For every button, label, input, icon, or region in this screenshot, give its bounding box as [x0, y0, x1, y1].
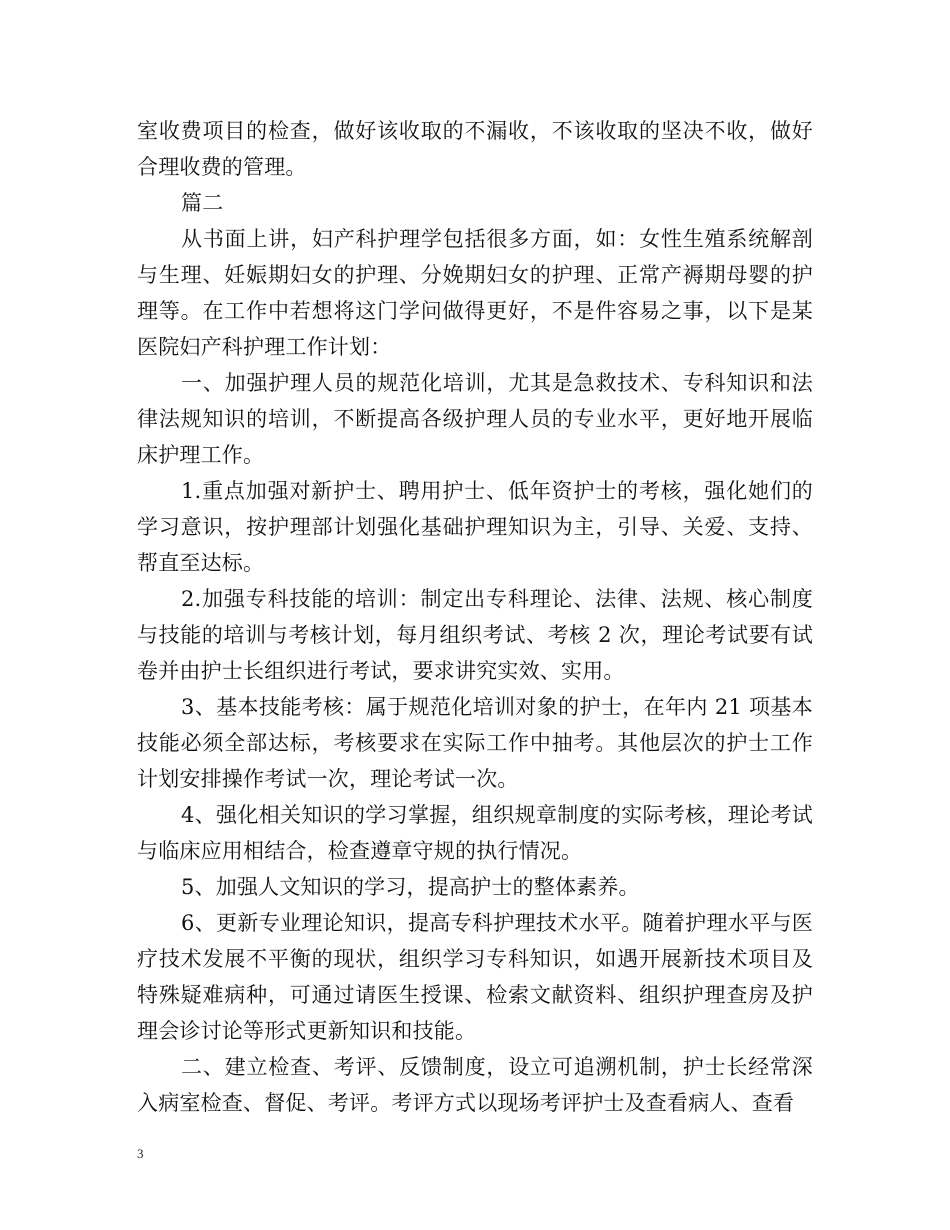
paragraph-5: 1.重点加强对新护士、聘用护士、低年资护士的考核，强化她们的学习意识，按护理部计划强化基础护理知识为主，引导、关爱、支持、帮直至达标。 — [137, 479, 813, 575]
paragraph-6: 2.加强专科技能的培训：制定出专科理论、法律、法规、核心制度与技能的培训与考核计划，每月组织考试、考核 2 次，理论考试要有试卷并由护士长组织进行考试，要求讲究实效、实用。 — [137, 587, 813, 683]
paragraph-4: 一、加强护理人员的规范化培训，尤其是急救技术、专科知识和法律法规知识的培训，不断提高各级护理人员的专业水平，更好地开展临床护理工作。 — [137, 371, 813, 467]
paragraph-10: 6、更新专业理论知识，提高专科护理技术水平。随着护理水平与医疗技术发展不平衡的现状，组织学习专科知识，如遇开展新技术项目及特殊疑难病种，可通过请医生授课、检索文献资料、组织护理查房及护理会诊讨论等形式更新知识和技能。 — [137, 911, 813, 1043]
page-number: 3 — [137, 1146, 144, 1161]
paragraph-7: 3、基本技能考核：属于规范化培训对象的护士，在年内 21 项基本技能必须全部达标，考核要求在实际工作中抽考。其他层次的护士工作计划安排操作考试一次，理论考试一次。 — [137, 695, 813, 791]
paragraph-11: 二、建立检查、考评、反馈制度，设立可追溯机制，护士长经常深入病室检查、督促、考评。考评方式以现场考评护士及查看病人、查看 — [137, 1055, 813, 1115]
paragraph-8: 4、强化相关知识的学习掌握，组织规章制度的实际考核，理论考试与临床应用相结合，检查遵章守规的执行情况。 — [137, 803, 813, 863]
paragraph-1: 室收费项目的检查，做好该收取的不漏收，不该收取的坚决不收，做好合理收费的管理。 — [137, 119, 813, 179]
paragraph-9: 5、加强人文知识的学习，提高护士的整体素养。 — [181, 875, 640, 899]
paragraph-3: 从书面上讲，妇产科护理学包括很多方面，如：女性生殖系统解剖与生理、妊娠期妇女的护理、分娩期妇女的护理、正常产褥期母婴的护理等。在工作中若想将这门学问做得更好，不是件容易之事，以下是某医院妇产科护理工作计划： — [137, 227, 813, 359]
document-body — [137, 113, 813, 1121]
section-heading-pian-er: 篇二 — [181, 191, 224, 215]
